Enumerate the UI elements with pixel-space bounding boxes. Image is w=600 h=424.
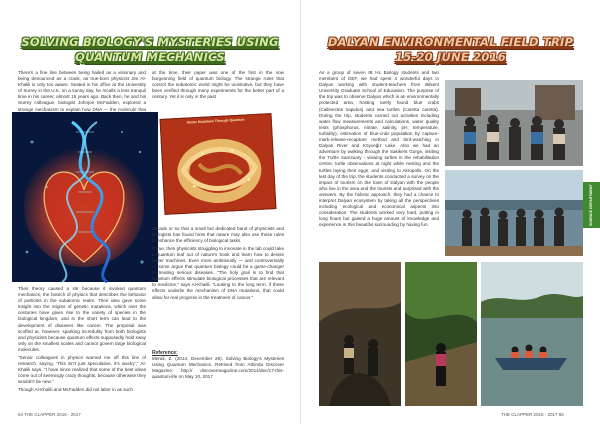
- trip-body-text: [319, 70, 439, 256]
- col1-lower-paragraph: Though Al-Khalili and McFadden did not labor in as such: [18, 386, 133, 392]
- reference-heading: Reference:: [152, 350, 178, 356]
- cave-photo-graphic: [319, 262, 401, 406]
- pretzel-dna-graphic: [161, 120, 278, 216]
- intro-paragraph: There's a fine line between being hailed as a visionary and being denounced as a crank, as true-born physicist Jim Al-Khalili is only too aware. Seated in his office at the University of Surrey in the U.K. on a sunny day, he recalls a less tranquil time in his career, almost 15 years ago. Back then, he and his Surrey colleague, biologist Johnjoe McFadden, explored a strange mechanism to explain how DNA — the molecule that: [18, 70, 146, 112]
- quantum-mutation-inset: [156, 110, 282, 224]
- group-photo-graphic: [445, 80, 583, 166]
- boat-photo-graphic: [481, 262, 583, 406]
- left-page-footer: 64 THE CLAPPER 2016 - 2017: [18, 412, 81, 417]
- trip-title-line2: 15-20 JUNE 2016: [395, 50, 506, 64]
- right-page: [300, 0, 600, 424]
- col2-lower-paragraph: decade or so that a small but dedicated band of physicists and biologists has found hints that nature may also use these rules to enhance the efficiency of biological tasks.: [152, 226, 284, 244]
- cave-photo: [319, 262, 401, 406]
- inset-card: [160, 113, 277, 215]
- trip-title-line1: DALYAN ENVIRONMENTAL FIELD TRIP: [327, 35, 574, 49]
- col1-lower-paragraph: "Senior colleagues in physics warned me off this line of research, saying, 'This isn't just speculative, it's wacky'," Al-Khalili says. "I have since realized that some of the best ideas come out of seemingly crazy thoughts, because otherwise they wouldn't be new.": [18, 354, 146, 384]
- col2-lower-paragraph: If true, then physicists struggling to innovate in the lab could take a quantum leaf out of nature's book and learn how to devise better machines. Even more ambitiously — and controversially — some argue that quantum biology could be a game-changer in treating serious diseases. "The holy grail is to find that quantum effects stimulate biological processes that are relevant to medicine," says Al-Khalili. "Looking to the long term, if these effects underlie the mechanism of DNA mutations, that could allow for real progress in the treatment of cancer.": [152, 245, 284, 300]
- science-department-tab: SCIENCE DEPARTMENT: [583, 182, 600, 228]
- reference-text: Merali, Z. (2014, December 29). Solving Biology's Mysteries Using Quantum Mechanics. Retrived from Athinda Discover Magazine: http:// discovermagazine.com/2014/dec/17-this-quantum-life on May 10, 2017: [152, 356, 284, 380]
- forest-photo: [405, 262, 477, 406]
- col1-lower-text: [18, 286, 146, 406]
- inset-caption: Better Mutations Through Quantum: [187, 117, 245, 125]
- boat-photo: [481, 262, 583, 406]
- heart-dna-graphic: [12, 112, 158, 282]
- group-photo-building: [445, 80, 583, 166]
- col2-top-paragraph: at the time, their paper was one of the first in the now burgeoning field of quantum biology. The strange rules that control the subatomic world might be uninitutive, but they have been verified through many experiments for the better part of a century. Yet it is only in the past: [152, 70, 284, 100]
- article-title-line2: QUANTUM MECHANICS: [75, 50, 225, 64]
- pier-photo-graphic: [445, 170, 583, 256]
- col1-lower-paragraph: Their theory caused a stir because it invoked quantum mechanics, the branch of physics that describes the behavior of particles in the subatomic realm. Their idea gave some insight into the origins of genetic mutations, which over the centuries have given rise to the variety of species in the biological kingdom, and in the short term can lead to the development of diseases like cancer. The proposal was scoffed at, however, sparking incredulity from both biologists and physicists because quantum effects supposedly hold sway only on the smallest scales and cannot govern large biological molecules.: [18, 286, 146, 352]
- article-title-line1: SOLVING BIOLOGY'S MYSTERIES USING: [21, 35, 279, 49]
- reference-block: [152, 350, 284, 400]
- heart-dna-illustration: [12, 112, 158, 282]
- forest-photo-graphic: [405, 262, 477, 406]
- trip-body-paragraph: As a group of seven IB HL Biology students and two members of GEF, we had spent 4 wonderful days in Dalyan working with student-teachers from Bilkent University Graduate School of Education. The purpose of the trip was to observe Dalyan which is an environmentally protected area, hosting rarely found blue crabs (Callinectes sapidus) and sea turtles (Caretta caretta). During the trip, students carried out activities including water flow measurements and calculations, water quality tests (phosphorus, nitrate, salinity, pH, temperature, turbidity), estimation of blue-crab population by capture-mark-release-recapture method and bird-watching in Dalyan River and Köyceğiz Lake. Also we had an adventure by walking through the Sakikent Gorge, visiting the Turtle Sanctuary - viewing turtles in the rehabilitation centre, turtle observations at night while nesting and the turtles laying their eggs, and visiting to Akropolis. On the last day of the trip, the students conducted a survey on the impact of tourism on the town of Dalyan with the people who live in the area and the tourists and surprised with the answers. By the holistic approach, they had a chance to interpret Dalyan ecosystem by taking all the perspectives including ecological and economical aspects into consideration. The students worked very hard, putting in long hours but gained a huge amount of knowledge and experience in this beautiful surrounding by having fun.: [319, 70, 439, 228]
- right-page-footer: THE CLAPPER 2016 - 2017 65: [501, 412, 564, 417]
- col2-lower-text: [152, 226, 284, 336]
- group-photo-pier: [445, 170, 583, 256]
